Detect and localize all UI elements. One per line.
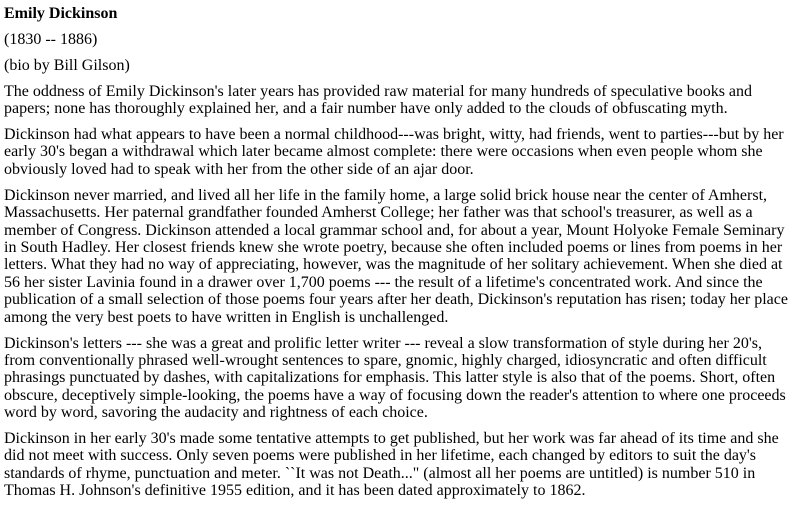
byline: (bio by Bill Gilson): [4, 56, 130, 74]
paragraph-family-home-poems: Dickinson never married, and lived all her life in the family home, a large solid brick house near the center of Amherst, Massachusetts. Her paternal grandfather founded Amherst College; her father was that school's treasurer, as well as a member of Congress. Dickinson attended a local grammar school and, for about a year, Mount Holyoke Female Seminary in South Hadley. Her closest friends knew she wrote poetry, because she often included poems or lines from poems in her letters. What they had no way of appreciating, however, was the magnitude of her solitary achievement. When she died at 56 her sister Lavinia found in a drawer over 1,700 poems --- the result of a lifetime's concentrated work. And since the publication of a small selection of those poems four years after her death, Dickinson's reputation has risen; today her place among the very best poets to have written in English is unchallenged.: [4, 186, 788, 326]
paragraph-childhood-withdrawal: Dickinson had what appears to have been a normal childhood---was bright, witty, had friends, went to parties---but by her early 30's began a withdrawal which later became almost complete: there were occasions when even people whom she obviously loved had to speak with her from the other side of an ajar door.: [4, 126, 784, 178]
paragraph-oddness: The oddness of Emily Dickinson's later years has provided raw material for many hundreds of speculative books and papers; none has thoroughly explained her, and a fair number have only added to the clouds of obfuscating myth.: [4, 82, 753, 118]
paragraph-letters-style: Dickinson's letters --- she was a great and prolific letter writer --- reveal a slow transformation of style during her 20's, from conventionally phrased well-wrought sentences to spare, gnomic, highly charged, idiosyncratic and often difficult phrasings punctuated by dashes, with capitalizations for emphasis. This latter style is also that of the poems. Short, often obscure, deceptively simple-looking, the poems have a way of focusing down the reader's attention to where one proceeds word by word, savoring the audacity and rightness of each choice.: [4, 334, 786, 422]
page-title: Emily Dickinson: [4, 5, 118, 22]
life-dates: (1830 -- 1886): [4, 30, 98, 48]
document-body: [4, 5, 796, 500]
paragraph-publication: Dickinson in her early 30's made some tentative attempts to get published, but her work was far ahead of its time and she did not meet with success. Only seven poems were published in her lifetime, each changed by editors to suit the day's standards of rhyme, punctuation and meter. ``It was not Death..." (almost all her poems are untitled) is number 510 in Thomas H. Johnson's definitive 1955 edition, and it has been dated approximately to 1862.: [4, 430, 779, 500]
